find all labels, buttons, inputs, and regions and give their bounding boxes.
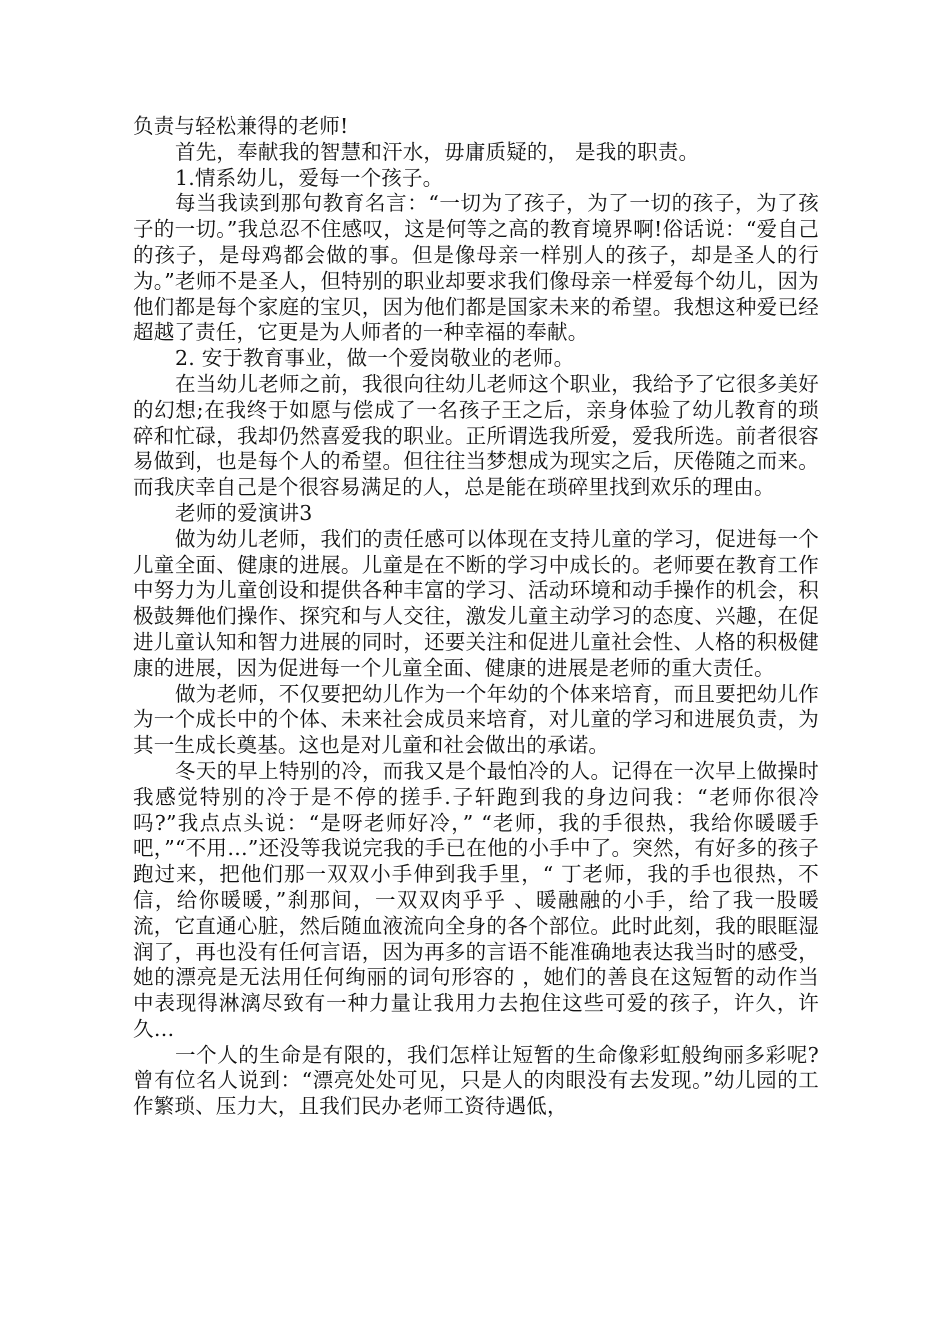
paragraph-responsibility: 做为幼儿老师，我们的责任感可以体现在支持儿童的学习，促进每一个儿童全面、健康的进展。儿童是在不断的学习中成长的。老师要在教育工作中努力为儿童创设和提供各种丰富的学习、活动环境和动手操作的机会，积极鼓舞他们操作、探究和与人交往，激发儿童主动学习的态度、兴趣，在促进儿童认知和智力进展的同时，还要关注和促进儿童社会性、人格的积极健康的进展，因为促进每一个儿童全面、健康的进展是老师的重大责任。 (133, 526, 819, 680)
paragraph-life-rainbow: 一个人的生命是有限的，我们怎样让短暂的生命像彩虹般绚丽多彩呢?曾有位名人说到：“漂亮处处可见，只是人的肉眼没有去发现。”幼儿园的工作繁琐、压力大，且我们民办老师工资待遇低， (133, 1042, 819, 1119)
paragraph-intro-ending: 负责与轻松兼得的老师! (133, 114, 349, 138)
paragraph-career-love: 在当幼儿老师之前，我很向往幼儿老师这个职业，我给予了它很多美好的幻想;在我终于如愿与偿成了一名孩子王之后，亲身体验了幼儿教育的琐碎和忙碌，我却仍然喜爱我的职业。正所谓选我所爱，爱我所选。前者很容易做到，也是每个人的希望。但往往当梦想成为现实之后，厌倦随之而来。而我庆幸自己是个很容易满足的人，总是能在琐碎里找到欢乐的理由。 (133, 371, 819, 500)
paragraph-heading-1: 1.情系幼儿，爱每一个孩子。 (175, 165, 444, 190)
paragraph-teacher-role: 做为老师，不仅要把幼儿作为一个年幼的个体来培育，而且要把幼儿作为一个成长中的个体、未来社会成员来培育，对儿童的学习和进展负责，为其一生成长奠基。这也是对儿童和社会做出的承诺。 (133, 681, 819, 758)
paragraph-education-quote: 每当我读到那句教育名言：“一切为了孩子，为了一切的孩子，为了孩子的一切。”我总忍不住感叹，这是何等之高的教育境界啊!俗话说：“爱自己的孩子，是母鸡都会做的事。但是像母亲一样别人的孩子，却是圣人的行为。”老师不是圣人，但特别的职业却要求我们像母亲一样爱每个幼儿，因为他们都是每个家庭的宝贝，因为他们都是国家未来的希望。我想这种爱已经超越了责任，它更是为人师者的一种幸福的奉献。 (133, 191, 819, 345)
paragraph-heading-2: 2. 安于教育事业，做一个爱岗敬业的老师。 (175, 346, 575, 371)
paragraph-winter-story: 冬天的早上特别的冷，而我又是个最怕冷的人。记得在一次早上做操时我感觉特别的冷于是不停的搓手.子轩跑到我的身边问我：“老师你很冷吗?”我点点头说：“是呀老师好冷，” “老师，我的手很热，我给你暖暖手吧，”“不用…”还没等我说完我的手已在他的小手中了。突然，有好多的孩子跑过来，把他们那一双双小手伸到我手里，“ 丁老师，我的手也很热，不信，给你暖暖，”刹那间，一双双肉乎乎 、暖融融的小手，给了我一股暖流，它直通心脏，然后随血液流向全身的各个部位。此时此刻，我的眼眶湿润了，再也没有任何言语，因为再多的言语不能准确地表达我当时的感受，她的漂亮是无法用任何绚丽的词句形容的 ，她们的善良在这短暂的动作当中表现得淋漓尽致有一种力量让我用力去抱住这些可爱的孩子，许久，许久… (133, 758, 819, 1041)
document-body (133, 114, 819, 1120)
paragraph-first-duty: 首先，奉献我的智慧和汗水，毋庸质疑的， 是我的职责。 (175, 139, 700, 164)
section-title-speech-3: 老师的爱演讲3 (175, 500, 313, 525)
